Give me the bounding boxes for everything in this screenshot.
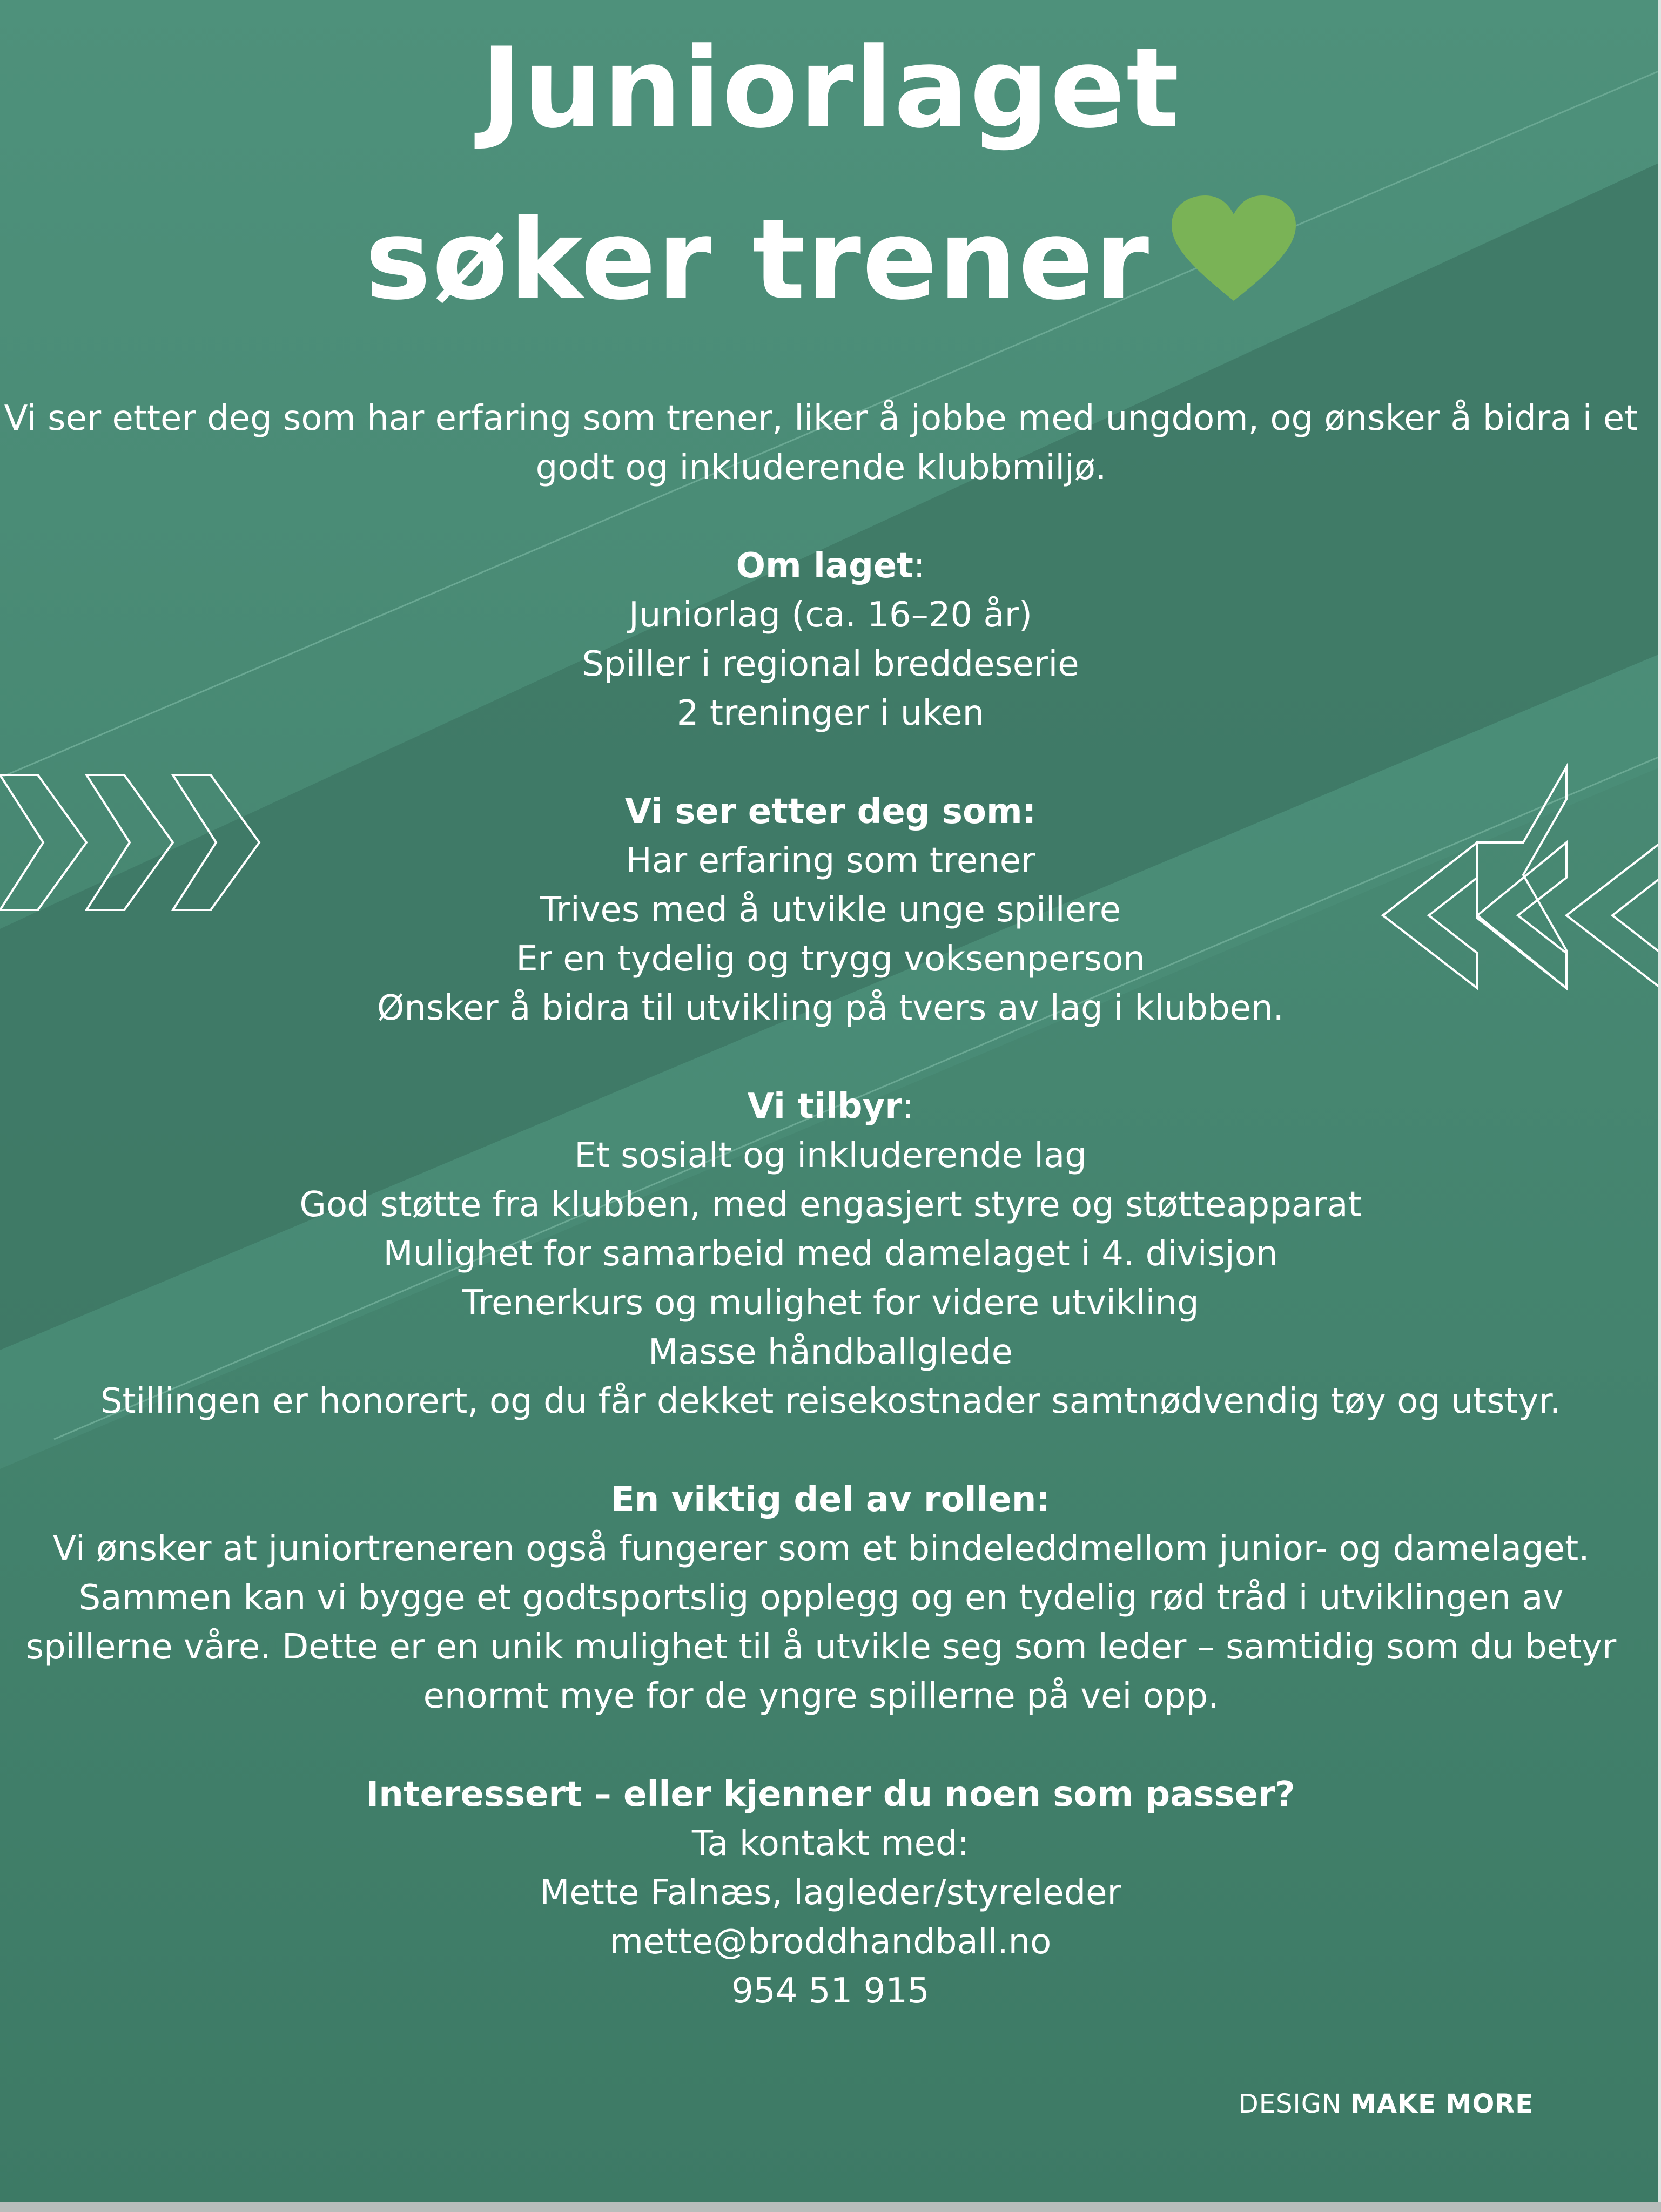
looking-for-heading: Vi ser etter deg som:	[624, 792, 1037, 832]
posting-body	[0, 394, 1661, 2016]
credit-brand: MAKE MORE	[1350, 2089, 1534, 2119]
contact-line: Ta kontakt med:	[691, 1824, 970, 1864]
list-item: God støtte fra klubben, med engasjert styre og støtteapparat	[299, 1185, 1362, 1225]
intro-text: Vi ser etter deg som har erfaring som trener, liker å jobbe med ungdom, og ønsker å bidra i et godt og inkluderende klubbmiljø.	[4, 399, 1638, 488]
about-heading	[0, 542, 1661, 591]
list-item: Har erfaring som trener	[626, 841, 1035, 881]
list-item: Et sosialt og inkluderende lag	[574, 1136, 1087, 1176]
title-line-2	[0, 195, 1661, 325]
offer-heading-label: Vi tilbyr	[747, 1087, 902, 1127]
list-item: Stillingen er honorert, og du får dekket reisekostnader samtnødvendig tøy og utstyr.	[100, 1381, 1561, 1421]
contact-phone: 954 51 915	[731, 1971, 930, 2011]
offer-heading	[0, 1082, 1661, 1131]
bottom-bar	[0, 2202, 1661, 2212]
role-heading: En viktig del av rollen:	[611, 1480, 1050, 1520]
list-item: Juniorlag (ca. 16–20 år)	[629, 595, 1032, 635]
about-heading-colon: :	[913, 546, 925, 586]
list-item: Trives med å utvikle unge spillere	[540, 890, 1121, 930]
contact-name: Mette Falnæs, lagleder/styreleder	[540, 1873, 1121, 1913]
design-credit	[1239, 2089, 1534, 2119]
list-item: 2 treninger i uken	[676, 693, 985, 733]
about-heading-label: Om laget	[736, 546, 913, 586]
title-line-2-text: søker trener	[365, 196, 1151, 325]
credit-design: DESIGN	[1238, 2089, 1342, 2119]
list-item: Ønsker å bidra til utvikling på tvers av lag i klubben.	[376, 988, 1285, 1028]
list-item: Masse håndballglede	[648, 1332, 1013, 1372]
role-text: Vi ønsker at juniortreneren også fungerer som et bindeleddmellom junior- og damelaget. Sammen kan vi bygge et godtsportslig opplegg og en tydelig rød tråd i utviklingen av spillerne våre. Dette er en unik mulighet til å utvikle seg som leder – samtidig som du betyr enormt mye for de yngre spillerne på vei opp.	[25, 1529, 1617, 1716]
contact-email: mette@broddhandball.no	[609, 1922, 1052, 1962]
heart-icon	[1172, 195, 1296, 304]
offer-heading-colon: :	[902, 1087, 914, 1127]
list-item: Trenerkurs og mulighet for videre utvikling	[462, 1283, 1199, 1323]
list-item: Spiller i regional breddeserie	[582, 644, 1079, 684]
contact-heading: Interessert – eller kjenner du noen som passer?	[366, 1775, 1295, 1815]
title-line-1: Juniorlaget	[481, 24, 1180, 153]
list-item: Mulighet for samarbeid med damelaget i 4. divisjon	[383, 1234, 1278, 1274]
list-item: Er en tydelig og trygg voksenperson	[516, 939, 1145, 979]
